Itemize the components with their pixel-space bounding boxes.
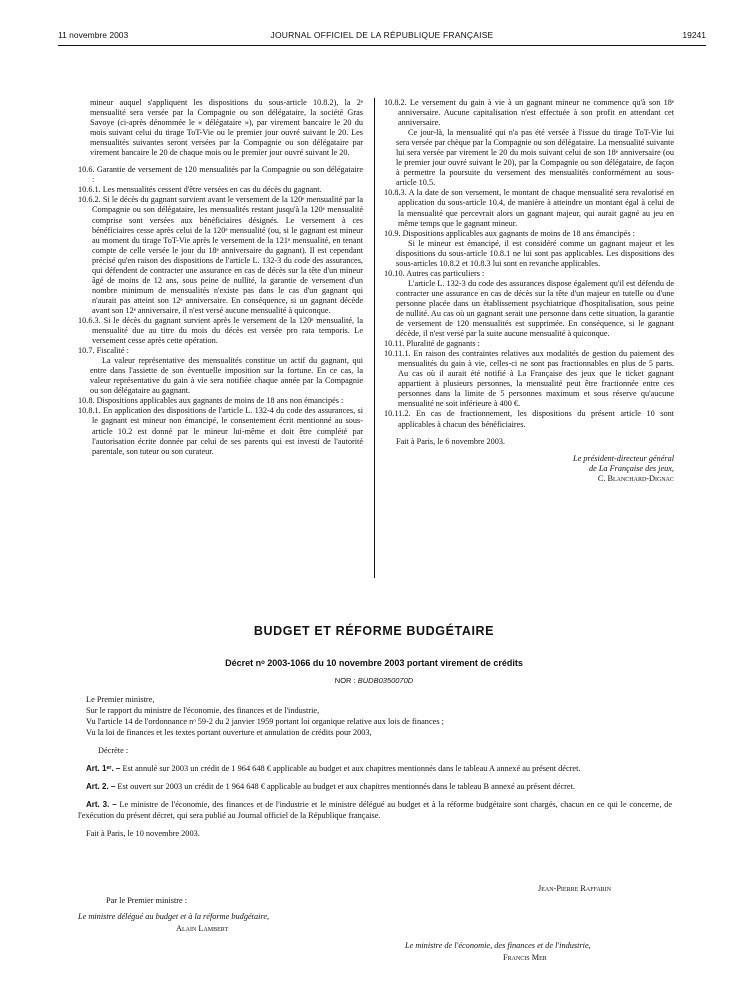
nor-code: BUDB0350070D <box>357 676 414 685</box>
minister-eco-name: Francis Mer <box>503 953 547 962</box>
article-3 <box>78 799 672 821</box>
decree-body <box>78 694 672 839</box>
by-pm: Par le Premier ministre : <box>106 896 188 905</box>
paragraph: 10.7. Fiscalité : <box>78 346 129 356</box>
page-number: 19241 <box>682 30 706 40</box>
preamble-line: Vu la loi de finances et les textes portant ouverture et annulation de crédits pour 2003, <box>86 728 372 737</box>
preamble-line: Sur le rapport du ministre de l'économie, des finances et de l'industrie, <box>86 706 320 715</box>
page-header <box>58 30 706 44</box>
paragraph: mineur auquel s'appliquent les dispositions du sous-article 10.8.2), la 2ᵉ mensualité sera versée par la Compagnie ou son délégataire, la société Gras Savoye (ci-après dénommée le « délégataire »), par virement bancaire le 20 du mois suivant celui du tirage ToT-Vie ou le premier jour ouvré suivant le 20. Les mensualités suivantes seront versées par la Compagnie ou son délégataire par virement bancaire le 20 de chaque mois ou le premier jour ouvré suivant le 20. <box>90 98 363 158</box>
preamble-line: Le Premier ministre, <box>86 695 155 704</box>
article-2 <box>78 781 672 792</box>
minister-delegate-title: Le ministre délégué au budget et à la réforme budgétaire, <box>78 912 270 921</box>
preamble-line: Vu l'article 14 de l'ordonnance nᵒ 59-2 du 2 janvier 1959 portant loi organique relative aux lois de finances ; <box>86 717 444 726</box>
paragraph: Si le mineur est émancipé, il est considéré comme un gagnant majeur et les dispositions du sous-article 10.8.1 ne lui sont pas applicables. Les dispositions des sous-articles 10.8.2 et 10.8.3 lui sont en revanche applicables. <box>396 238 674 268</box>
minister-eco-title: Le ministre de l'économie, des finances et de l'industrie, <box>405 941 591 950</box>
paragraph: 10.6.3. Si le décès du gagnant survient après le versement de la 120ᵉ mensualité, la mensualité due au titre du mois du décès est versée pro rata temporis. Le versement cesse après cette opération. <box>78 315 363 346</box>
paragraph: 10.8. Dispositions applicables aux gagnants de moins de 18 ans non émancipés : <box>78 396 344 406</box>
decree-title: Décret nᵒ 2003-1066 du 10 novembre 2003 portant virement de crédits <box>225 658 523 668</box>
paragraph: Ce jour-là, la mensualité qui n'a pas été versée à l'issue du tirage ToT-Vie lui sera versée par chèque par la Compagnie ou son délégataire. La mensualité suivante lui sera versée par virement le 20 du mois suivant celui de son 18ᵉ anniversaire (ou le premier jour ouvré suivant le 20), par la Compagnie ou son délégataire, de façon à permettre la poursuite du versement des mensualités conformément au sous-article 10.5. <box>396 128 674 188</box>
article-1 <box>78 763 672 774</box>
minister-delegate-name: Alain Lambert <box>176 924 229 933</box>
paragraph: 10.11.2. En cas de fractionnement, les dispositions du présent article 10 sont applicables à chacun des bénéficiaires. <box>384 409 674 429</box>
nor-reference <box>0 676 748 685</box>
paragraph: 10.9. Dispositions applicables aux gagnants de moins de 18 ans émancipés : <box>384 228 635 238</box>
header-title: JOURNAL OFFICIEL DE LA RÉPUBLIQUE FRANÇAISE <box>270 30 494 40</box>
paragraph: 10.11. Pluralité de gagnants : <box>384 339 480 349</box>
paragraph: 10.8.2. Le versement du gain à vie à un gagnant mineur ne commence qu'à son 18ᵉ anniversaire. Aucune capitalisation n'est effectuée à son profit en attendant cet anniversaire. <box>384 98 674 128</box>
paragraph: 10.11.1. En raison des contraintes relatives aux modalités de gestion du paiement des mensualités du gain à vie, celles-ci ne sont pas fractionnables en plus de 5 parts. Au cas où il aurait été notifié à La Française des jeux que le ticket gagnant appartient à plusieurs personnes, la mensualité peut être fractionnée entre ces personnes dans la limite de 5 personnes maximum et sous réserve qu'aucune mensualité ne soit inférieure à 400 €. <box>384 349 674 409</box>
paragraph: 10.6.1. Les mensualités cessent d'être versées en cas du décès du gagnant. <box>78 185 322 195</box>
article-label: Art. 2. – <box>86 782 116 791</box>
header-rule <box>58 45 706 46</box>
done-at: Fait à Paris, le 6 novembre 2003. <box>396 436 506 446</box>
right-column <box>384 98 674 484</box>
section-title: BUDGET ET RÉFORME BUDGÉTAIRE <box>253 624 495 638</box>
paragraph: La valeur représentative des mensualités constitue un actif du gagnant, qui entre dans l'assiette de son éventuelle imposition sur la fortune. En ce cas, la valeur représentative du gain à vie sera notifiée chaque année par la Compagnie ou son délégataire au gagnant. <box>90 356 363 396</box>
paragraph: 10.8.3. A la date de son versement, le montant de chaque mensualité sera revalorisé en application du sous-article 10.4, de manière à atteindre un montant égal à celui de la mensualité que percevrait alors un gagnant majeur, qui aurait gagné au jeu en même temps que le gagnant mineur. <box>384 188 674 228</box>
article-text: Est ouvert sur 2003 un crédit de 1 964 648 € applicable au budget et aux chapitres mentionnés dans le tableau B annexé au présent décret. <box>115 782 575 791</box>
left-column <box>78 98 363 457</box>
paragraph: 10.6.2. Si le décès du gagnant survient avant le versement de la 120ᵉ mensualité par la Compagnie ou son délégataire, les mensualités restant jusqu'à la 120ᵉ mensualité comprise sont versées aux bénéficiaires désignés. Le versement à ces bénéficiaires cesse après celui de la 120ᵉ mensualité (ou, si le gagnant est mineur au moment du tirage ToT-Vie après le versement de la 121ᵉ mensualité, en tenant compte de celle versée le jour du 18ᵉ anniversaire du gagnant). Il est cependant précisé qu'en raison des dispositions de l'article L. 132-3 du code des assurances, qui défendent de contracter une assurance en cas de décès sur la tête d'un mineur âgé de moins de 12 ans, sous peine de nullité, la garantie de versement d'un nombre minimum de mensualités n'existe pas dans le cas d'un gagnant qui n'aurait pas atteint son 12ᵉ anniversaire. En conséquence, si un gagnant décède avant son 12ᵉ anniversaire, il n'est versé aucune mensualité à quiconque. <box>78 195 363 315</box>
header-date: 11 novembre 2003 <box>58 30 129 40</box>
decrete: Décrète : <box>98 746 129 755</box>
paragraph: L'article L. 132-3 du code des assurances dispose également qu'il est défendu de contracter une assurance en cas de décès sur la tête d'un majeur en tutelle ou d'une personne placée dans un établissement psychiatrique d'hospitalisation, sous peine de nullité. Au cas où un gagnant serait une personne dans cette situation, la garantie de versement de 120 mensualités est supprimée. En conséquence, si le gagnant décède, il n'est versé par la suite aucune mensualité à quiconque. <box>396 278 674 339</box>
article-text: Le ministre de l'économie, des finances et de l'industrie et le ministre délégué au budget et à la réforme budgétaire sont chargés, chacun en ce qui le concerne, de l'exécution du présent décret, qui sera publié au Journal officiel de la République française. <box>78 800 672 820</box>
signatory-org: de La Française des jeux, <box>588 463 674 473</box>
article-label: Art. 3. – <box>86 800 117 809</box>
nor-label: NOR : <box>334 676 356 685</box>
paragraph: 10.8.1. En application des dispositions de l'article L. 132-4 du code des assurances, si le gagnant est mineur non émancipé, le consentement écrit mentionné au sous-article 10.2 est donné par le mineur lui-même et doit être complété par l'autorisation écrite donnée par celui de ses parents qui est investi de l'autorité parentale, son tuteur ou son curateur. <box>78 406 363 456</box>
paragraph: 10.6. Garantie de versement de 120 mensualités par la Compagnie ou son délégataire : <box>78 165 363 185</box>
signer-pm: Jean-Pierre Raffarin <box>538 884 612 893</box>
article-text: Est annulé sur 2003 un crédit de 1 964 648 € applicable au budget et aux chapitres mentionnés dans le tableau A annexé au présent décret. <box>120 764 581 773</box>
decree-done-at: Fait à Paris, le 10 novembre 2003. <box>86 829 200 838</box>
paragraph: 10.10. Autres cas particuliers : <box>384 268 485 278</box>
article-label: Art. 1ᵉʳ. – <box>86 764 121 773</box>
column-divider <box>374 98 375 578</box>
signatory-name: C. Blanchard-Dignac <box>597 473 674 483</box>
signatory-title: Le président-directeur général <box>573 453 674 463</box>
